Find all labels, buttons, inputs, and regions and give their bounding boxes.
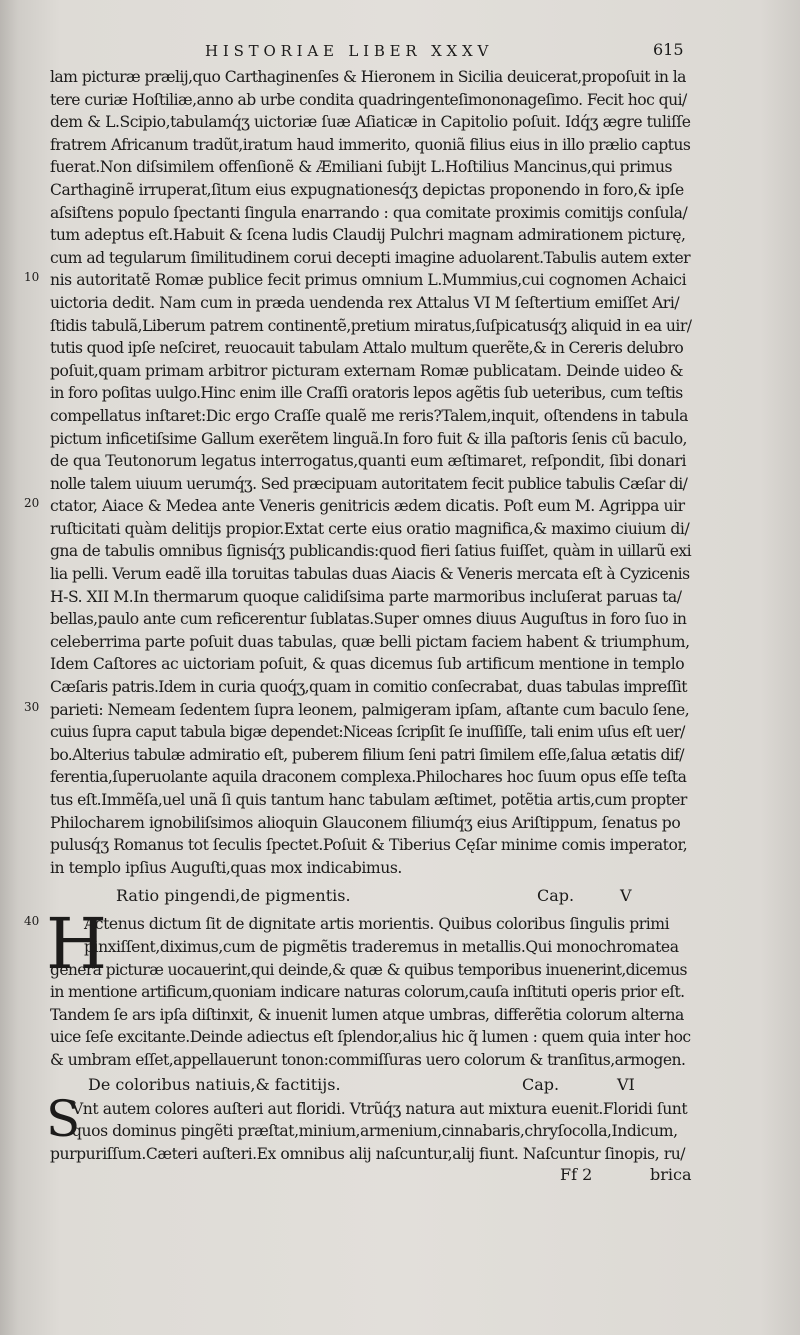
text-line: cuius ſupra caput tabula bigæ dependet:Niceas ſcripſit ſe inuſſiſſe, tali enim uſus eſt uer/ (50, 723, 685, 742)
chapter-6-title: De coloribus natiuis,& factitijs. (88, 1074, 341, 1094)
text-line: Actenus dictum ſit de dignitate artis morientis. Quibus coloribus ſingulis primi (84, 915, 670, 934)
chapter-5-body (46, 903, 691, 1071)
chapter-5-cap-number: V (620, 886, 632, 906)
text-line: tere curiæ Hoſtiliæ,anno ab urbe condita quadringenteſimononageſimo. Fecit hoc qui/ (50, 90, 687, 109)
text-line: celeberrima parte poſuit duas tabulas, quæ belli pictam faciem habent & triumphum, (50, 632, 690, 651)
text-line: fratrem Africanum tradũt,iratum haud immerito, quoniã filius eius in illo prælio captus (50, 135, 691, 154)
text-line: bo.Alterius tabulæ admiratio eſt, puberem filium ſeni patri ſimilem eſſe,ſalua ætatis dif/ (50, 745, 684, 764)
text-line: ctator, Aiace & Medea ante Veneris genitricis ædem dicatis. Poſt eum M. Agrippa uir (50, 497, 685, 516)
text-line: pulusq́ʒ Romanus tot ſeculis ſpectet.Poſuit & Tiberius Cęſar minime comis imperator, (50, 836, 688, 855)
text-line: bellas,paulo ante cum reficerentur ſublatas.Super omnes diuus Auguſtus in foro ſuo in (50, 610, 687, 629)
chapter-6-dropcap: S (46, 1089, 81, 1148)
text-line: ſtidis tabulã,Liberum patrem continentẽ,pretium miratus,ſuſpicatusq́ʒ aliquid in ea uir/ (50, 316, 692, 335)
text-line: lia pelli. Verum eadẽ illa toruitas tabulas duas Aiacis & Veneris mercata eſt à Cyzicenis (50, 565, 690, 584)
signature-line (50, 1165, 690, 1189)
text-line: genera picturæ uocauerint,qui deinde,& quæ & quibus temporibus inuenerint,dicemus (50, 960, 687, 979)
text-line: ruſticitati quàm delitijs propior.Extat certe eius oratio magnifica,& maximo ciuium di/ (50, 519, 690, 538)
text-line: purpuriſſum.Cæteri auſteri.Ex omnibus alij naſcuntur,alij fiunt. Naſcuntur ſinopis, ru/ (50, 1144, 686, 1163)
text-line: tum adeptus eſt.Habuit & ſcena ludis Claudij Pulchri magnam admirationem picturę, (50, 226, 686, 245)
text-line: pinxiſſent,diximus,cum de pigmẽtis traderemus in metallis.Qui monochromatea (84, 937, 679, 956)
chapter-6-cap-label: Cap. (522, 1074, 560, 1094)
text-line: gna de tabulis omnibus ſignisq́ʒ publicandis:quod fieri ſatius fuiſſet, quàm in uillarũ exi (50, 542, 692, 561)
text-line: cum ad tegularum ſimilitudinem corui decepti imagine aduolarent.Tabulis autem exter (50, 248, 691, 267)
chapter-6-body (46, 1089, 690, 1166)
text-line: uice ſeſe excitante.Deinde adiectus eſt ſplendor,alius hic q̃ lumen : quem quia inter hoc (50, 1028, 691, 1047)
text-line: in mentione artificum,quoniam indicare naturas colorum,cauſa inſtituti operis prior eſt. (50, 983, 685, 1002)
chapter-5-heading (50, 879, 690, 913)
chapter-6-cap-number: VI (617, 1074, 635, 1094)
text-line: nolle talem uiuum uerumq́ʒ. Sed præcipuam autoritatem fecit publice tabulis Cæſar di/ (50, 474, 688, 493)
text-line: pictum inficetiſsime Gallum exerẽtem linguã.In foro fuit & illa paſtoris ſenis cũ baculo, (50, 429, 687, 448)
text-line: parieti: Nemeam ſedentem ſupra leonem, palmigeram ipſam, aſtante cum baculo ſene, (50, 700, 690, 719)
margin-number-30: 30 (24, 700, 40, 714)
text-line: in templo ipſius Auguſti,quas mox indicabimus. (50, 858, 402, 877)
chapter-5-dropcap: H (46, 903, 108, 986)
text-line: in foro poſitas uulgo.Hinc enim ille Craſſi oratoris lepos agẽtis ſub ueteribus, cum teſtis (50, 384, 683, 403)
margin-number-10: 10 (24, 270, 40, 284)
text-line: uictoria dedit. Nam cum in præda uendenda rex Attalus VI M ſeſtertium emiſſet Ari/ (50, 293, 680, 312)
main-text-block (24, 66, 692, 1189)
text-line: & umbram eſſet,appellauerunt tonon:commiſſuras uero colorum & tranſitus,armogen. (50, 1050, 686, 1069)
margin-number-20: 20 (24, 496, 40, 510)
chapter-5-title: Ratio pingendi,de pigmentis. (116, 886, 351, 906)
text-line: aſsiſtens populo ſpectanti ſingula enarrando : qua comitate proximis comitijs conſula/ (50, 203, 688, 222)
signature-mark: Ff 2 (560, 1165, 593, 1185)
running-title: HISTORIAE LIBER XXXV (205, 42, 494, 60)
text-line: compellatus inſtaret:Dic ergo Craſſe qualẽ me reris?Talem,inquit, oſtendens in tabula (50, 406, 688, 425)
text-line: poſuit,quam primam arbitror picturam externam Romæ publicatam. Deinde uideo & (50, 361, 684, 380)
text-line: Carthaginẽ irruperat,ſitum eius expugnationesq́ʒ depictas proponendo in foro,& ipſe (50, 180, 684, 199)
text-line: tus eſt.Immẽſa,uel unã ſi quis tantum hanc tabulam æſtimet, potẽtia artis,cum propter (50, 791, 687, 809)
text-line: lam picturæ prælij,quo Carthaginenſes & Hieronem in Sicilia deuicerat,propoſuit in la (50, 68, 686, 86)
text-line: Cæſaris patris.Idem in curia quoq́ʒ,quam in comitio conſecrabat, duas tabulas impreſſit (50, 678, 687, 697)
text-line: quos dominus pingẽti præſtat,minium,armenium,cinnabaris,chryſocolla,Indicum, (72, 1122, 678, 1141)
text-line: dem & L.Scipio,tabulamq́ʒ uictoriæ ſuæ Aſiaticæ in Capitolio poſuit. Idq́ʒ ægre tuliſſe (50, 113, 691, 132)
text-line: Tandem ſe ars ipſa diſtinxit, & inuenit lumen atque umbras, differẽtia colorum alterna (50, 1005, 684, 1024)
folio-number: 615 (653, 40, 684, 59)
text-line: Vnt autem colores auſteri aut floridi. Vtrũq́ʒ natura aut mixtura euenit.Floridi ſunt (72, 1099, 688, 1118)
text-line: tutis quod ipſe neſciret, reuocauit tabulam Attalo multum querẽte,& in Cereris delubro (50, 339, 684, 358)
text-line: H-S. XII M.In thermarum quoque calidiſsima parte marmoribus incluſerat paruas ta/ (50, 587, 682, 606)
chapter-6-heading (50, 1072, 690, 1098)
catchword: brica (650, 1165, 692, 1185)
text-line: de qua Teutonorum legatus interrogatus,quanti eum æſtimaret, reſpondit, ſibi donari (50, 452, 687, 471)
text-line: ferentia,ſuperuolante aquila draconem complexa.Philochares hoc ſuum opus eſſe teſta (50, 768, 687, 787)
chapter-5-cap-label: Cap. (537, 886, 575, 906)
text-line: Idem Caſtores ac uictoriam poſuit, & quas dicemus ſub artificum mentione in templo (50, 655, 685, 674)
text-line: nis autoritatẽ Romæ publice fecit primus omnium L.Mummius,cui cognomen Achaici (50, 271, 687, 290)
margin-number-40: 40 (24, 914, 40, 928)
text-line: Philocharem ignobiliſsimos alioquin Glauconem filiumq́ʒ eius Ariſtippum, ſenatus po (50, 813, 681, 832)
text-line: fuerat.Non diſsimilem offenſionẽ & Æmiliani ſubijt L.Hoſtilius Mancinus,qui primus (50, 158, 673, 177)
